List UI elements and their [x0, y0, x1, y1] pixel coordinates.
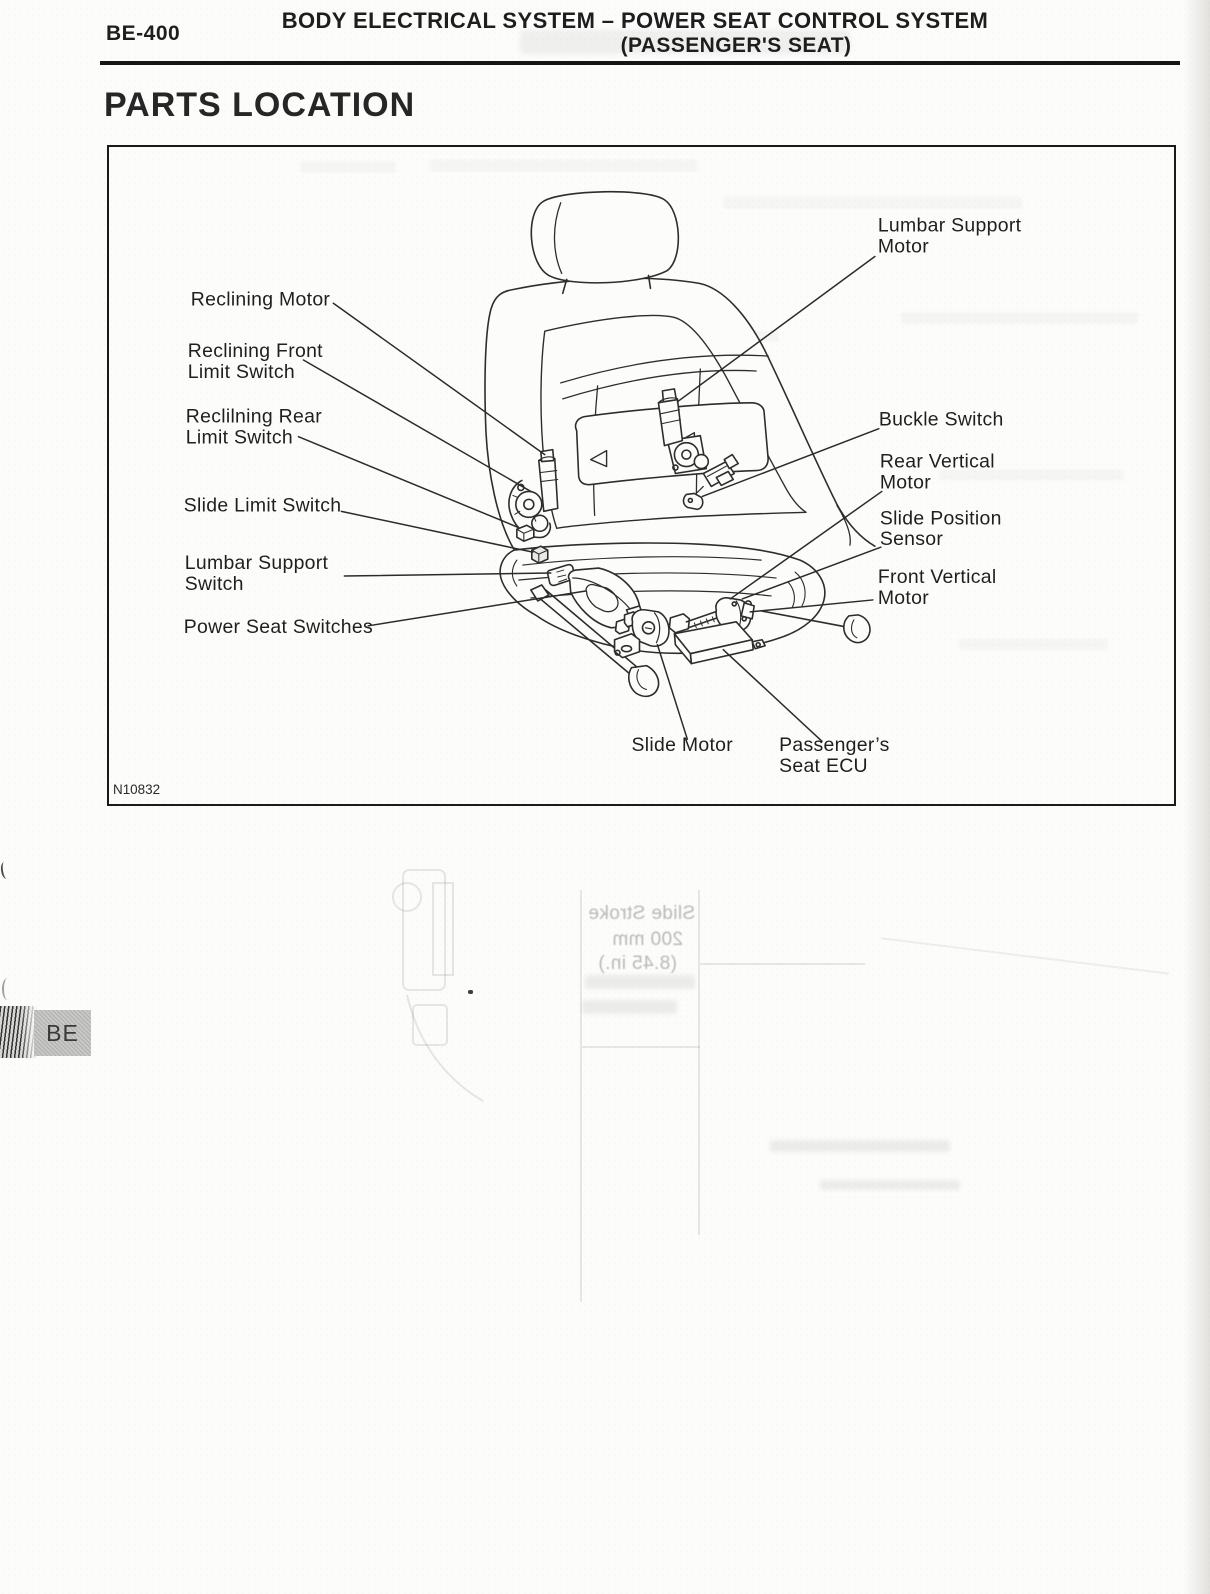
label-front-vertical-motor-1: Front Vertical [877, 566, 997, 589]
margin-mark [0, 861, 11, 879]
bleed-through-smudge [582, 1000, 677, 1014]
label-lumbar-support-motor-1: Lumbar Support [877, 214, 1022, 237]
bleed-through-text: Slide Stroke [588, 903, 696, 924]
label-slide-position-sensor-1: Slide Position [879, 507, 1002, 530]
bleed-through-figure [383, 855, 543, 1115]
header-title-line2: (PASSENGER'S SEAT) [620, 34, 852, 57]
label-reclining-motor: Reclining Motor [190, 288, 331, 311]
bleed-through-smudge [585, 975, 695, 989]
header-rule [100, 61, 1180, 65]
label-reclining-rear-limit-1: Reclilning Rear [185, 405, 322, 428]
label-buckle-switch: Buckle Switch [878, 408, 1004, 431]
seat-diagram [109, 147, 1174, 804]
header-title-line1: BODY ELECTRICAL SYSTEM – POWER SEAT CONTROL SYSTEM [281, 8, 989, 33]
label-passenger-seat-ecu-2: Seat ECU [779, 755, 868, 778]
section-tab-be [34, 1010, 91, 1056]
scan-edge-shadow [1184, 0, 1210, 1594]
bleed-through-line [698, 890, 700, 1235]
label-lumbar-support-switch-2: Switch [184, 572, 244, 595]
label-front-vertical-motor-2: Motor [877, 586, 929, 609]
bleed-through-smudge [770, 1140, 950, 1152]
figure-code: N10832 [112, 782, 161, 798]
scan-speck [468, 990, 473, 994]
binding-texture [0, 1006, 37, 1058]
label-reclining-rear-limit-2: Limit Switch [185, 426, 293, 449]
bleed-through-line [580, 890, 582, 1302]
label-lumbar-support-motor-2: Motor [877, 235, 929, 258]
section-heading: PARTS LOCATION [104, 86, 416, 124]
bleed-through-text: 200 mm [612, 929, 684, 950]
bleed-through-line [582, 1046, 700, 1048]
section-tab-label: BE [46, 1019, 79, 1046]
label-reclining-front-limit-1: Reclining Front [187, 340, 323, 363]
label-power-seat-switches: Power Seat Switches [183, 615, 374, 638]
label-passenger-seat-ecu-1: Passenger’s [779, 734, 890, 757]
label-lumbar-support-switch-1: Lumbar Support [184, 552, 329, 575]
page-number: BE-400 [106, 22, 181, 45]
bleed-through-text: (8.45 in.) [598, 953, 677, 974]
seat-illustration [485, 192, 875, 697]
margin-mark [2, 978, 13, 1000]
label-rear-vertical-motor-1: Rear Vertical [879, 450, 995, 473]
bleed-through-line [881, 937, 1169, 974]
label-rear-vertical-motor-2: Motor [879, 471, 931, 494]
bleed-through-smudge [820, 1180, 960, 1190]
label-reclining-front-limit-2: Limit Switch [187, 360, 295, 383]
label-slide-limit-switch: Slide Limit Switch [183, 494, 342, 517]
label-slide-position-sensor-2: Sensor [879, 528, 944, 551]
parts-location-figure [107, 145, 1176, 806]
label-slide-motor: Slide Motor [631, 734, 734, 757]
bleed-through-line [700, 963, 865, 965]
